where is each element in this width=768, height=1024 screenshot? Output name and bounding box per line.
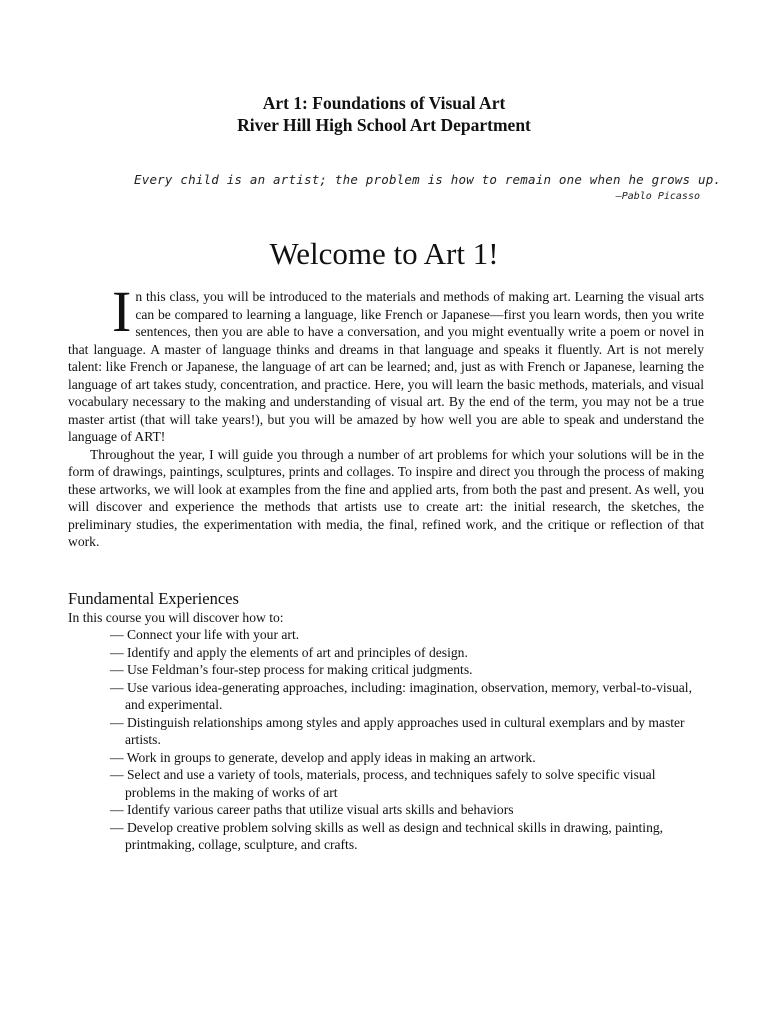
list-item: — Use Feldman’s four-step process for making critical judgments.: [110, 662, 473, 677]
department-name: River Hill High School Art Department: [237, 115, 531, 135]
intro-paragraph: [68, 279, 704, 446]
list-item: — Develop creative problem solving skills as well as design and technical skills in drawing, painting, printmaking, collage, sculpture, and crafts.: [110, 819, 664, 852]
epigraph-quote: Every child is an artist; the problem is how to remain one when he grows up.: [134, 172, 722, 187]
fundamental-experiences-heading: Fundamental Experiences: [68, 589, 239, 608]
fundamental-intro: In this course you will discover how to:: [68, 610, 284, 625]
list-item: — Work in groups to generate, develop and apply ideas in making an artwork.: [110, 749, 536, 765]
list-item: — Select and use a variety of tools, materials, process, and techniques safely to solve specific visual problems in the making of works of art: [110, 767, 656, 800]
welcome-heading: Welcome to Art 1!: [269, 236, 499, 271]
list-item: — Identify various career paths that utilize visual arts skills and behaviors: [110, 802, 514, 817]
list-item: — Use various idea-generating approaches, including: imagination, observation, memory, verbal-to-visual, and experimental.: [110, 679, 692, 712]
list-item: — Identify and apply the elements of art and principles of design.: [110, 644, 468, 660]
list-item: — Distinguish relationships among styles and apply approaches used in cultural exemplars and by master artists.: [110, 714, 685, 747]
intro-paragraph-text: n this class, you will be introduced to the materials and methods of making art. Learning the visual arts can be compared to learning a language, like French or Japanese—first you learn words, then you write sentences, then you are able to have a conversation, and you might eventually write a poem or novel in that language. A master of language thinks and dreams in that language and speaks it fluently. Art is not merely talent: like French or Japanese, the language of art can be learned; and, just as with French or Japanese, learning the language of art takes study, concentration, and practice. Here, you will learn the basic methods, materials, and visual vocabulary necessary to the making and understanding of visual art. By the end of the term, you may not be a true master artist (that will take years!), but you will be amazed by how well you are able to speak and understand the language of ART!: [68, 289, 704, 444]
drop-cap: I: [112, 279, 132, 344]
second-paragraph: Throughout the year, I will guide you through a number of art problems for which your solutions will be in the form of drawings, paintings, sculptures, prints and collages. To inspire and direct you through the process of making these artworks, we will look at examples from the fine and applied arts, from both the past and present. As well, you will discover and experience the methods that artists use to create art: the initial research, the sketches, the preliminary studies, the experimentation with media, the final, refined work, and the critique or reflection of that work.: [68, 446, 704, 549]
intro-body: [68, 279, 704, 551]
document-header: [0, 92, 768, 136]
experience-list: [110, 626, 706, 854]
list-item: — Connect your life with your art.: [110, 627, 300, 642]
quote-attribution: —Pablo Picasso: [615, 191, 700, 202]
course-title: Art 1: Foundations of Visual Art: [262, 93, 506, 113]
